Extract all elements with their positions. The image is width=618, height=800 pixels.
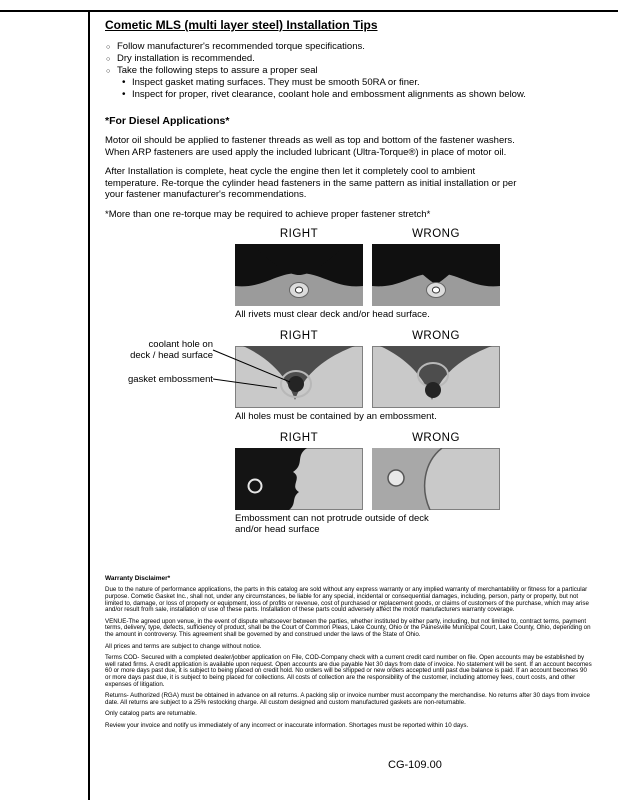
right-label: RIGHT <box>279 431 319 444</box>
legal-paragraph: Returns- Authorized (RGA) must be obtained in advance on all returns. A packing slip or invoice number must accompany the merchandise. No returns after 30 days from invoice date. All returns are subject to a 25% restocking charge. All custom designed and custom manufactured gaskets are non-returnable. <box>105 692 590 707</box>
legal-paragraph: Due to the nature of performance applications, the parts in this catalog are sold without any express warranty or any implied warranty of merchantability or fitness for a particular purpose. Cometic Gasket Inc., shall not, under any circumstances, be liable for any special, incidental or consequential damages, including, person, party or property, but not limited to, damage, or loss of property or equipment, loss of profits or revenue, cost of purchased or replacement goods, or claims of customers of the purchase, which may arise and/or result from sale, installation or use of these parts. Installation of these parts could adversely affect the motor manufacturers warranty coverage. <box>105 586 589 614</box>
installation-tips-list <box>105 41 597 101</box>
wrong-label: WRONG <box>412 227 460 240</box>
diagram-panels <box>235 244 505 306</box>
diagram-section <box>127 227 505 535</box>
tip-subitem: • Inspect for proper, rivet clearance, coolant hole and embossment alignments as shown below. <box>105 89 597 101</box>
gasket-embossment-label: gasket embossment <box>127 373 213 385</box>
diagram-row-rivets <box>235 228 505 320</box>
left-border-rule <box>88 10 90 800</box>
tip-subitem: • Inspect gasket mating surfaces. They must be smooth 50RA or finer. <box>105 77 597 89</box>
tip-item: ○ Dry installation is recommended. <box>105 53 597 65</box>
coolant-hole-label <box>98 339 213 361</box>
top-border-rule <box>0 10 618 12</box>
diagram-caption: Embossment can not protrude outside of deck and/or head surface <box>235 512 429 535</box>
retorque-note: *More than one re-torque may be required to achieve proper fastener stretch* <box>105 208 431 220</box>
diagram-row-embossment <box>235 432 505 535</box>
diesel-applications-heading: *For Diesel Applications* <box>105 115 230 127</box>
embossment-wrong-diagram <box>372 448 500 510</box>
warranty-disclaimer-heading: Warranty Disclaimer* <box>105 575 171 582</box>
legal-paragraph: Terms COD- Secured with a completed dealer/jobber application on File, COD-Company check with a current credit card number on file. Open accounts may be established by well rated firms. A credit application is available upon request. Open accounts are due payable Net 30 days from date of invoice. No statement will be sent. If an account becomes 60 or more days past due, it is subject to being placed on credit hold. No orders will be shipped or new orders accepted until past due balance is paid. If an account becomes 90 or more days past due, it is subject to being placed for collections. All costs of collection are the responsibility of the customer, including attorney fees, court costs, and other expenses of litigation. <box>105 653 592 689</box>
legal-paragraph: All prices and terms are subject to change without notice. <box>105 642 262 650</box>
tip-item: ○ Follow manufacturer's recommended torque specifications. <box>105 41 597 53</box>
wrong-label: WRONG <box>412 329 460 342</box>
legal-paragraph: Only catalog parts are returnable. <box>105 710 197 718</box>
coolant-hole-label-line2: deck / head surface <box>130 349 213 361</box>
page-code: CG-109.00 <box>388 759 442 771</box>
main-content <box>105 18 597 545</box>
coolant-hole-label-line1: coolant hole on <box>148 338 213 350</box>
rivet-right-diagram <box>235 244 363 306</box>
embossment-right-diagram <box>235 448 363 510</box>
rivet-wrong-diagram <box>372 244 500 306</box>
diagram-panels <box>235 448 505 510</box>
warranty-disclaimer-section <box>105 575 592 734</box>
diagram-caption: All holes must be contained by an embossment. <box>235 410 437 422</box>
diagram-headers <box>235 228 505 242</box>
legal-paragraph: Review your invoice and notify us immediately of any incorrect or inaccurate information. Shortages must be reported within 10 days. <box>105 721 469 729</box>
diesel-paragraph-2: After Installation is complete, heat cycle the engine then let it completely cool to ambient temperature. Re-torque the cylinder head fasteners in the same pattern as initial installation or per your fastener manufacturer's recommendations. <box>105 166 517 200</box>
diesel-paragraph-1: Motor oil should be applied to fastener threads as well as top and bottom of the fastener washers. When ARP fasteners are used apply the included lubricant (Ultra-Torque®) in place of motor oil. <box>105 135 515 158</box>
wrong-label: WRONG <box>412 431 460 444</box>
diagram-headers <box>235 330 505 344</box>
right-label: RIGHT <box>279 227 319 240</box>
diagram-panels <box>235 346 505 408</box>
coolant-hole-wrong-diagram <box>372 346 500 408</box>
diagram-headers <box>235 432 505 446</box>
diagram-row-holes <box>127 329 505 422</box>
page-title: Cometic MLS (multi layer steel) Installation Tips <box>105 18 378 32</box>
legal-paragraph: VENUE-The agreed upon venue, in the event of dispute whatsoever between the parties, whether instituted by either party, including, but not limited to, contract terms, payment terms, delivery, type, defects, sufficiency of product, shall be the Court of Common Pleas, Lake County, Ohio or the Painesville Municipal Court, Lake County, Ohio, depending on the amount in controversy. This agreement shall be governed by and construed under the laws of the State of Ohio. <box>105 617 591 639</box>
coolant-hole-right-diagram <box>235 346 363 408</box>
tip-item: ○ Take the following steps to assure a proper seal <box>105 65 597 77</box>
right-label: RIGHT <box>279 329 319 342</box>
diagram-caption: All rivets must clear deck and/or head surface. <box>235 308 430 320</box>
